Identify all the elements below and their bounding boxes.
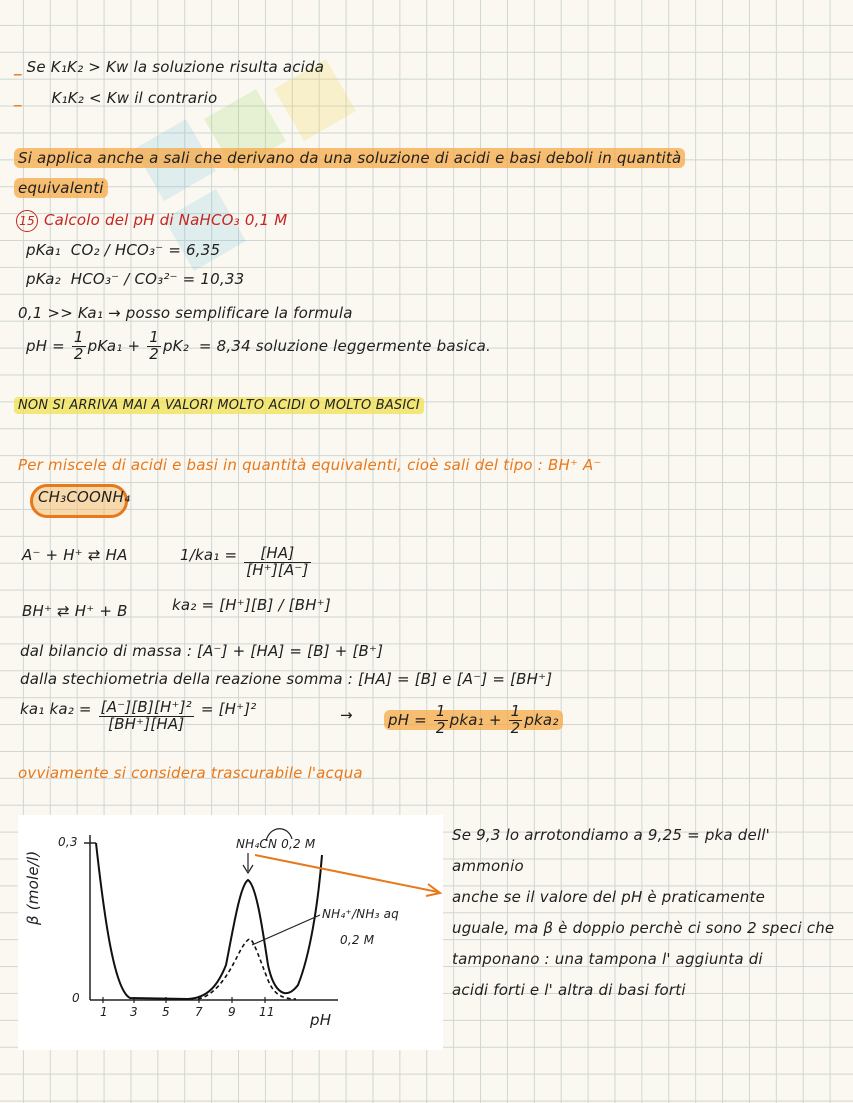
x-axis-label: pH: [310, 1011, 332, 1029]
nh4-buffer-curve: [198, 939, 296, 999]
top-line-1: _ Se K₁K₂ > Kw la soluzione risulta acida: [14, 58, 325, 76]
ph-formula: pH = $\frac{1}{2}$ pKa₁ + $\frac{1}{2}$ pK₂ = 8,34 soluzione leggermente basica.: [26, 328, 491, 363]
simplify-line: 0,1 >> Ka₁ → posso semplificare la formula: [18, 304, 353, 322]
product-line: ka₁ ka₂ = $\frac{\text{[A⁻][B][H⁺]²}}{[BH^+][HA]}$ = [H⁺]²: [20, 698, 257, 733]
x-tick-1: 1: [100, 1005, 108, 1019]
stoich-line: dalla stechiometria della reazione somma : [HA] = [B] e [A⁻] = [BH⁺]: [20, 670, 553, 688]
side-line-6: acidi forti e l' altra di basi forti: [452, 981, 686, 999]
pka2-line: pKa₂ HCO₃⁻ / CO₃²⁻ = 10,33: [26, 270, 245, 288]
water-line: ovviamente si considera trascurabile l'acqua: [18, 764, 363, 782]
side-line-2: ammonio: [452, 857, 524, 875]
example-number: 15: [16, 210, 38, 232]
x-tick-9: 9: [228, 1005, 236, 1019]
side-line-5: tamponano : una tampona l' aggiunta di: [452, 950, 763, 968]
arrow-result: →: [340, 706, 353, 724]
side-line-1: Se 9,3 lo arrotondiamo a 9,25 = pka dell': [452, 826, 770, 844]
nh4-conc-label: 0,2 M: [340, 933, 375, 947]
top-curve-label: NH₄CN 0,2 M: [236, 837, 316, 851]
example-title: 15 Calcolo del pH di NaHCO₃ 0,1 M: [16, 210, 287, 232]
mix-line: Per miscele di acidi e basi in quantità equivalenti, cioè sali del tipo : BH⁺ A⁻: [18, 456, 602, 474]
mix-example: CH₃COONH₄: [38, 488, 131, 506]
note-line: NON SI ARRIVA MAI A VALORI MOLTO ACIDI O MOLTO BASICI: [14, 398, 424, 413]
ka2-line: ka₂ = [H⁺][B] / [BH⁺]: [172, 596, 331, 614]
result-formula: pH = $\frac{1}{2}$ pka₁ + $\frac{1}{2}$ pka₂: [384, 704, 563, 737]
ka1-line: 1/ka₁ = $\frac{[HA]}{[H^+][A^-]}$: [180, 544, 309, 579]
nh4-curve-label: NH₄⁺/NH₃ aq: [322, 907, 399, 921]
salts-line-1: Si applica anche a sali che derivano da una soluzione di acidi e basi deboli in quantità: [14, 149, 685, 167]
side-line-4: uguale, ma β è doppio perchè ci sono 2 speci che: [452, 919, 835, 937]
y-axis-label: β (mole/l): [24, 850, 42, 925]
x-tick-11: 11: [259, 1005, 275, 1019]
x-tick-7: 7: [195, 1005, 203, 1019]
y-top-label: 0,3: [58, 835, 78, 849]
y-zero-label: 0: [72, 991, 80, 1005]
connector-arrow: [250, 850, 450, 900]
eq2-line: BH⁺ ⇄ H⁺ + B: [22, 602, 128, 620]
top-line-2: _ K₁K₂ < Kw il contrario: [14, 89, 218, 107]
side-line-3: anche se il valore del pH è praticamente: [452, 888, 766, 906]
x-tick-3: 3: [130, 1005, 138, 1019]
salts-line-2: equivalenti: [14, 179, 108, 197]
x-tick-5: 5: [162, 1005, 170, 1019]
mass-balance-line: dal bilancio di massa : [A⁻] + [HA] = [B] + [B⁺]: [20, 642, 384, 660]
pka1-line: pKa₁ CO₂ / HCO₃⁻ = 6,35: [26, 241, 221, 259]
eq1-line: A⁻ + H⁺ ⇄ HA: [22, 546, 128, 564]
